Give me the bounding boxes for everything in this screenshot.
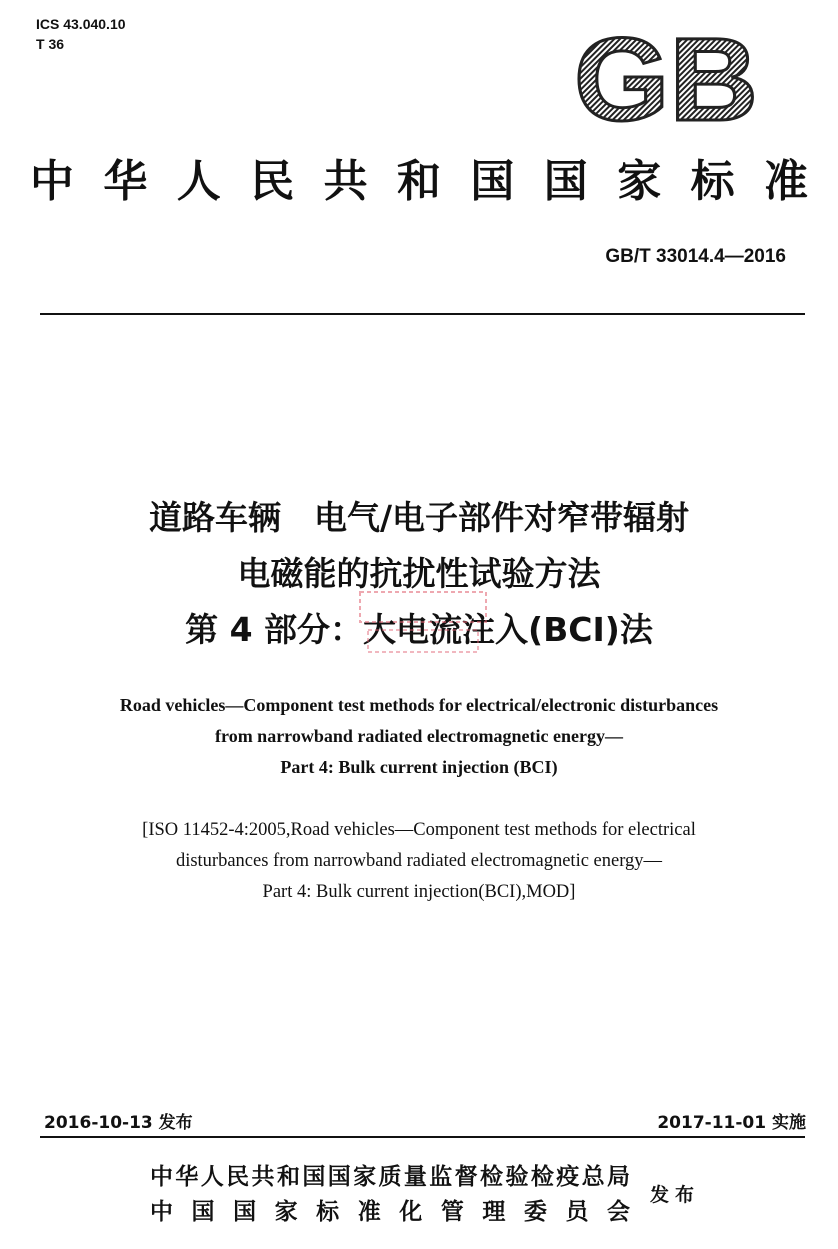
title-cn-line3: 第 4 部分：大电流注入(BCI)法 bbox=[185, 610, 653, 649]
iso-reference-line3: Part 4: Bulk current injection(BCI),MOD] bbox=[262, 882, 576, 902]
classification-codes bbox=[36, 14, 126, 54]
issuer-aqsiq: 中华人民共和国国家质量监督检验检疫总局 bbox=[150, 1164, 630, 1190]
watermark-stamp bbox=[358, 590, 488, 660]
issuer-sac: 中国国家标准化管理委员会 bbox=[150, 1199, 630, 1225]
header-divider bbox=[40, 313, 805, 315]
implementation-date: 2017-11-01 实施 bbox=[657, 1113, 806, 1133]
gb-logo bbox=[571, 30, 761, 126]
title-en-line1: Road vehicles—Component test methods for electrical/electronic disturbances bbox=[119, 695, 719, 715]
publish-label: 发布 bbox=[650, 1184, 701, 1206]
title-cn-line2: 电磁能的抗扰性试验方法 bbox=[237, 554, 601, 593]
title-cn-line1: 道路车辆 电气/电子部件对窄带辐射 bbox=[148, 498, 690, 537]
gb-logo-text: GB bbox=[574, 30, 758, 126]
iso-reference-line1: [ISO 11452-4:2005,Road vehicles—Component test methods for electrical bbox=[142, 820, 696, 840]
title-en-line3: Part 4: Bulk current injection (BCI) bbox=[280, 757, 558, 777]
footer-divider bbox=[40, 1136, 805, 1138]
iso-reference-line2: disturbances from narrowband radiated electromagnetic energy— bbox=[175, 851, 663, 871]
issue-date: 2016-10-13 发布 bbox=[44, 1113, 193, 1133]
ccs-code: T 36 bbox=[36, 36, 65, 52]
national-standard-title: 中华人民共和国国家标准 bbox=[30, 156, 810, 207]
ics-code: ICS 43.040.10 bbox=[36, 16, 126, 32]
standard-number: GB/T 33014.4—2016 bbox=[605, 246, 786, 267]
title-en-line2: from narrowband radiated electromagnetic energy— bbox=[215, 726, 623, 746]
